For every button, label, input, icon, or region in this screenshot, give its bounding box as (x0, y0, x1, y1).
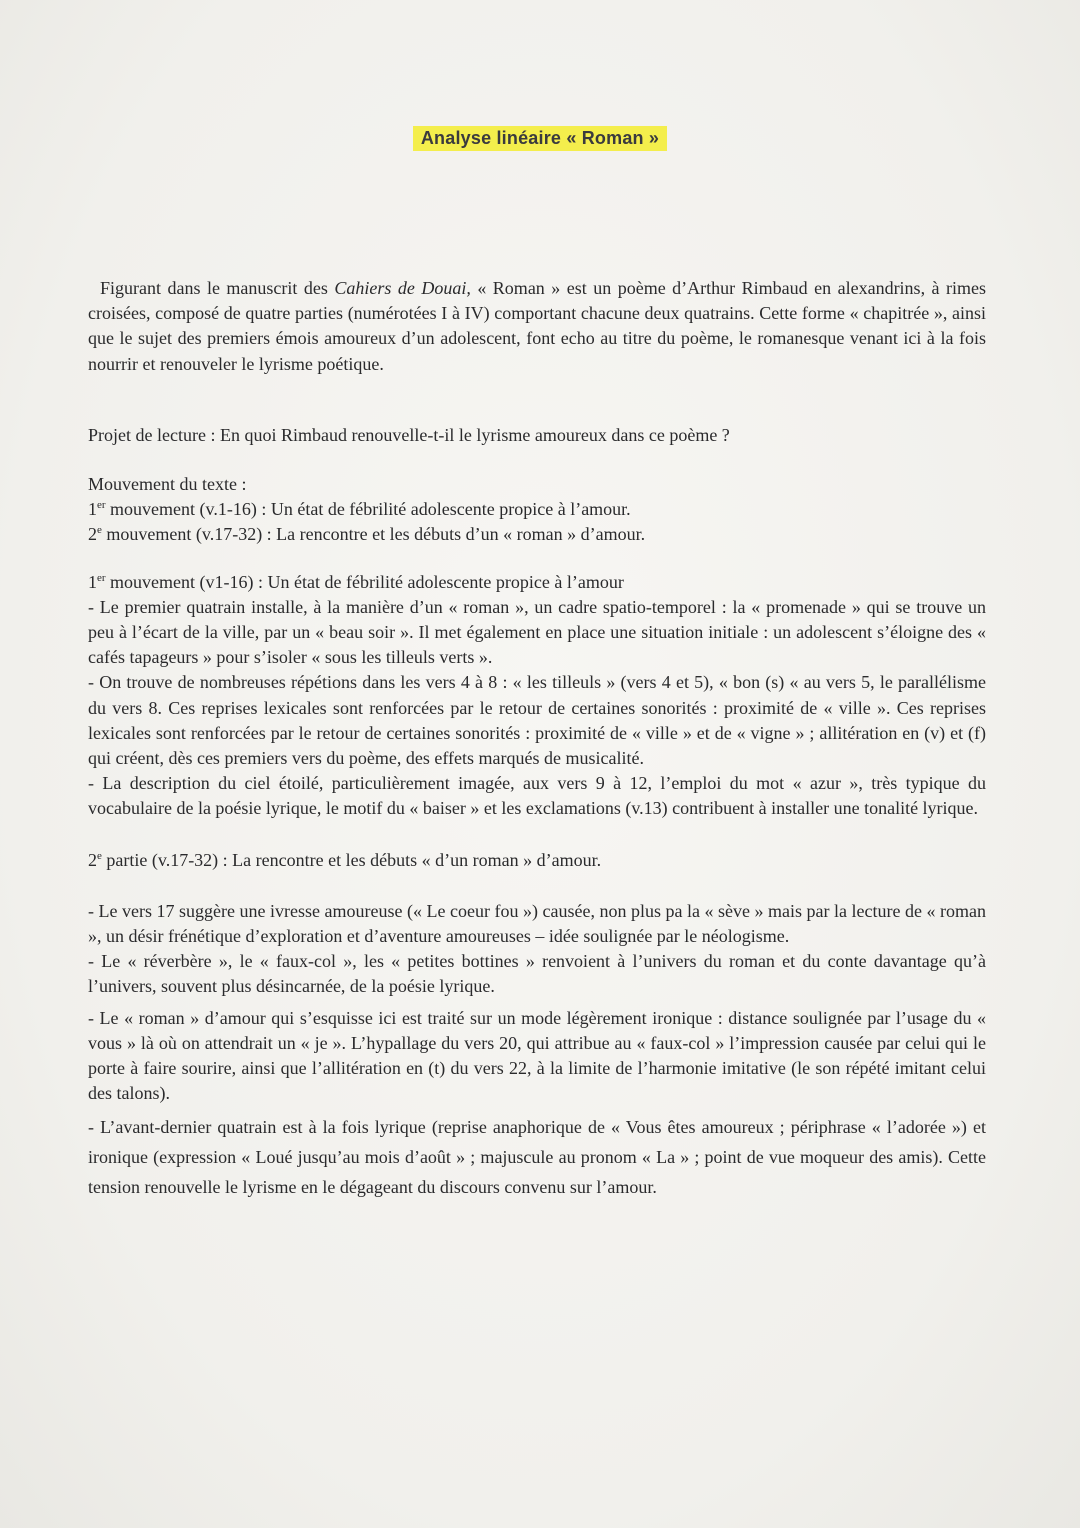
section-2-bullet: - Le vers 17 suggère une ivresse amoureuse (« Le coeur fou ») causée, non plus pa la « sève » mais par la lecture de « roman », un désir frénétique d’exploration et d’aventure amoureuses – idée soulignée par le néologisme. (88, 900, 986, 947)
section-2-number: 2 (88, 849, 97, 870)
intro-text-end: « Roman » est un poème d’Arthur Rimbaud en alexandrins, à rimes croisées, composé de quatre parties (numérotées I à IV) comportant chacune deux quatrains. Cette forme « chapitrée », ainsi que le sujet des premiers émois amoureux d’un adolescent, font echo au titre du poème, le romanesque venant ici à la fois nourrir et renouveler le lyrisme poétique. (88, 278, 987, 374)
reading-project: Projet de lecture : En quoi Rimbaud renouvelle-t-il le lyrisme amoureux dans ce poème ? (88, 424, 730, 445)
section-1-bullet: - Le premier quatrain installe, à la manière d’un « roman », un cadre spatio-temporel : la « promenade » qui se trouve un peu à l’écart de la ville, par un « beau soir ». Il met également en place une situation initiale : un adolescent s’éloigne des « cafés tapageurs » pour s’isoler « sous les tilleuls verts ». (88, 596, 986, 668)
movement-2-text: mouvement (v.17-32) : La rencontre et les débuts d’un « roman » d’amour. (101, 524, 646, 545)
section-2-heading-text: partie (v.17-32) : La rencontre et les débuts « d’un roman » d’amour. (101, 849, 602, 870)
movement-1-number: 1 (88, 499, 97, 520)
movement-1-text: mouvement (v.1-16) : Un état de fébrilité adolescente propice à l’amour. (105, 499, 631, 520)
section-1-number: 1 (88, 571, 97, 592)
title-wrap (0, 126, 1080, 151)
section-1-heading-text: mouvement (v1-16) : Un état de fébrilité adolescente propice à l’amour (105, 571, 624, 592)
section-2-bullet: - Le « réverbère », le « faux-col », les « petites bottines » renvoient à l’univers du roman et du conte davantage qu’à l’univers, souvent plus désincarnée, de la poésie lyrique. (88, 951, 986, 997)
section-2-sup: e (97, 849, 102, 862)
section-1-heading (88, 570, 986, 595)
movement-1-sup: er (97, 499, 106, 512)
document-body (88, 276, 986, 1202)
intro-text-start: Figurant dans le manuscrit des (100, 278, 335, 298)
movements-heading: Mouvement du texte : (88, 474, 247, 495)
section-1-bullet: - La description du ciel étoilé, particulièrement imagée, aux vers 9 à 12, l’emploi du mot « azur », très typique du vocabulaire de la poésie lyrique, le motif du « baiser » et les exclamations (v.13) contribuent à installer une tonalité lyrique. (88, 773, 986, 819)
intro-work-title: Cahiers de Douai, (334, 278, 471, 298)
document-title: Analyse linéaire « Roman » (413, 126, 667, 151)
intro-paragraph (88, 276, 986, 377)
section-2-bullet: - L’avant-dernier quatrain est à la fois lyrique (reprise anaphorique de « Vous êtes amoureux ; périphrase « l’adorée ») et ironique (expression « Loué jusqu’au mois d’août » ; majuscule au pronom « La » ; point de vue moqueur des amis). Cette tension renouvelle le lyrisme en le dégageant du discours convenu sur l’amour. (88, 1117, 986, 1198)
section-2-heading (88, 848, 986, 873)
movement-1-line (88, 497, 986, 522)
movement-2-line (88, 522, 986, 547)
section-2-bullet: - Le « roman » d’amour qui s’esquisse ici est traité sur un mode légèrement ironique : distance soulignée par l’usage du « vous » là où on attendrait un « je ». L’hypallage du vers 20, qui attribue au « faux-col » l’impression causée par celui qui le porte à faire sourire, ainsi que l’allitération en (t) du vers 22, à la limite de l’harmonie imitative (le son répété imitant celui des talons). (88, 1007, 986, 1104)
section-1-sup: er (97, 571, 106, 584)
movement-2-number: 2 (88, 524, 97, 545)
section-1-bullet: - On trouve de nombreuses répétions dans les vers 4 à 8 : « les tilleuls » (vers 4 et 5), « bon (s) « au vers 5, le parallélisme du vers 8. Ces reprises lexicales sont renforcées par le retour de certaines sonorités : proximité de « ville ». Ces reprises lexicales sont renforcées par le retour de certaines sonorités : proximité de « ville » et de « vigne » ; allitération en (v) et (f) qui créent, dès ces premiers vers du poème, des effets marqués de musicalité. (88, 672, 986, 769)
movement-2-sup: e (97, 524, 102, 537)
